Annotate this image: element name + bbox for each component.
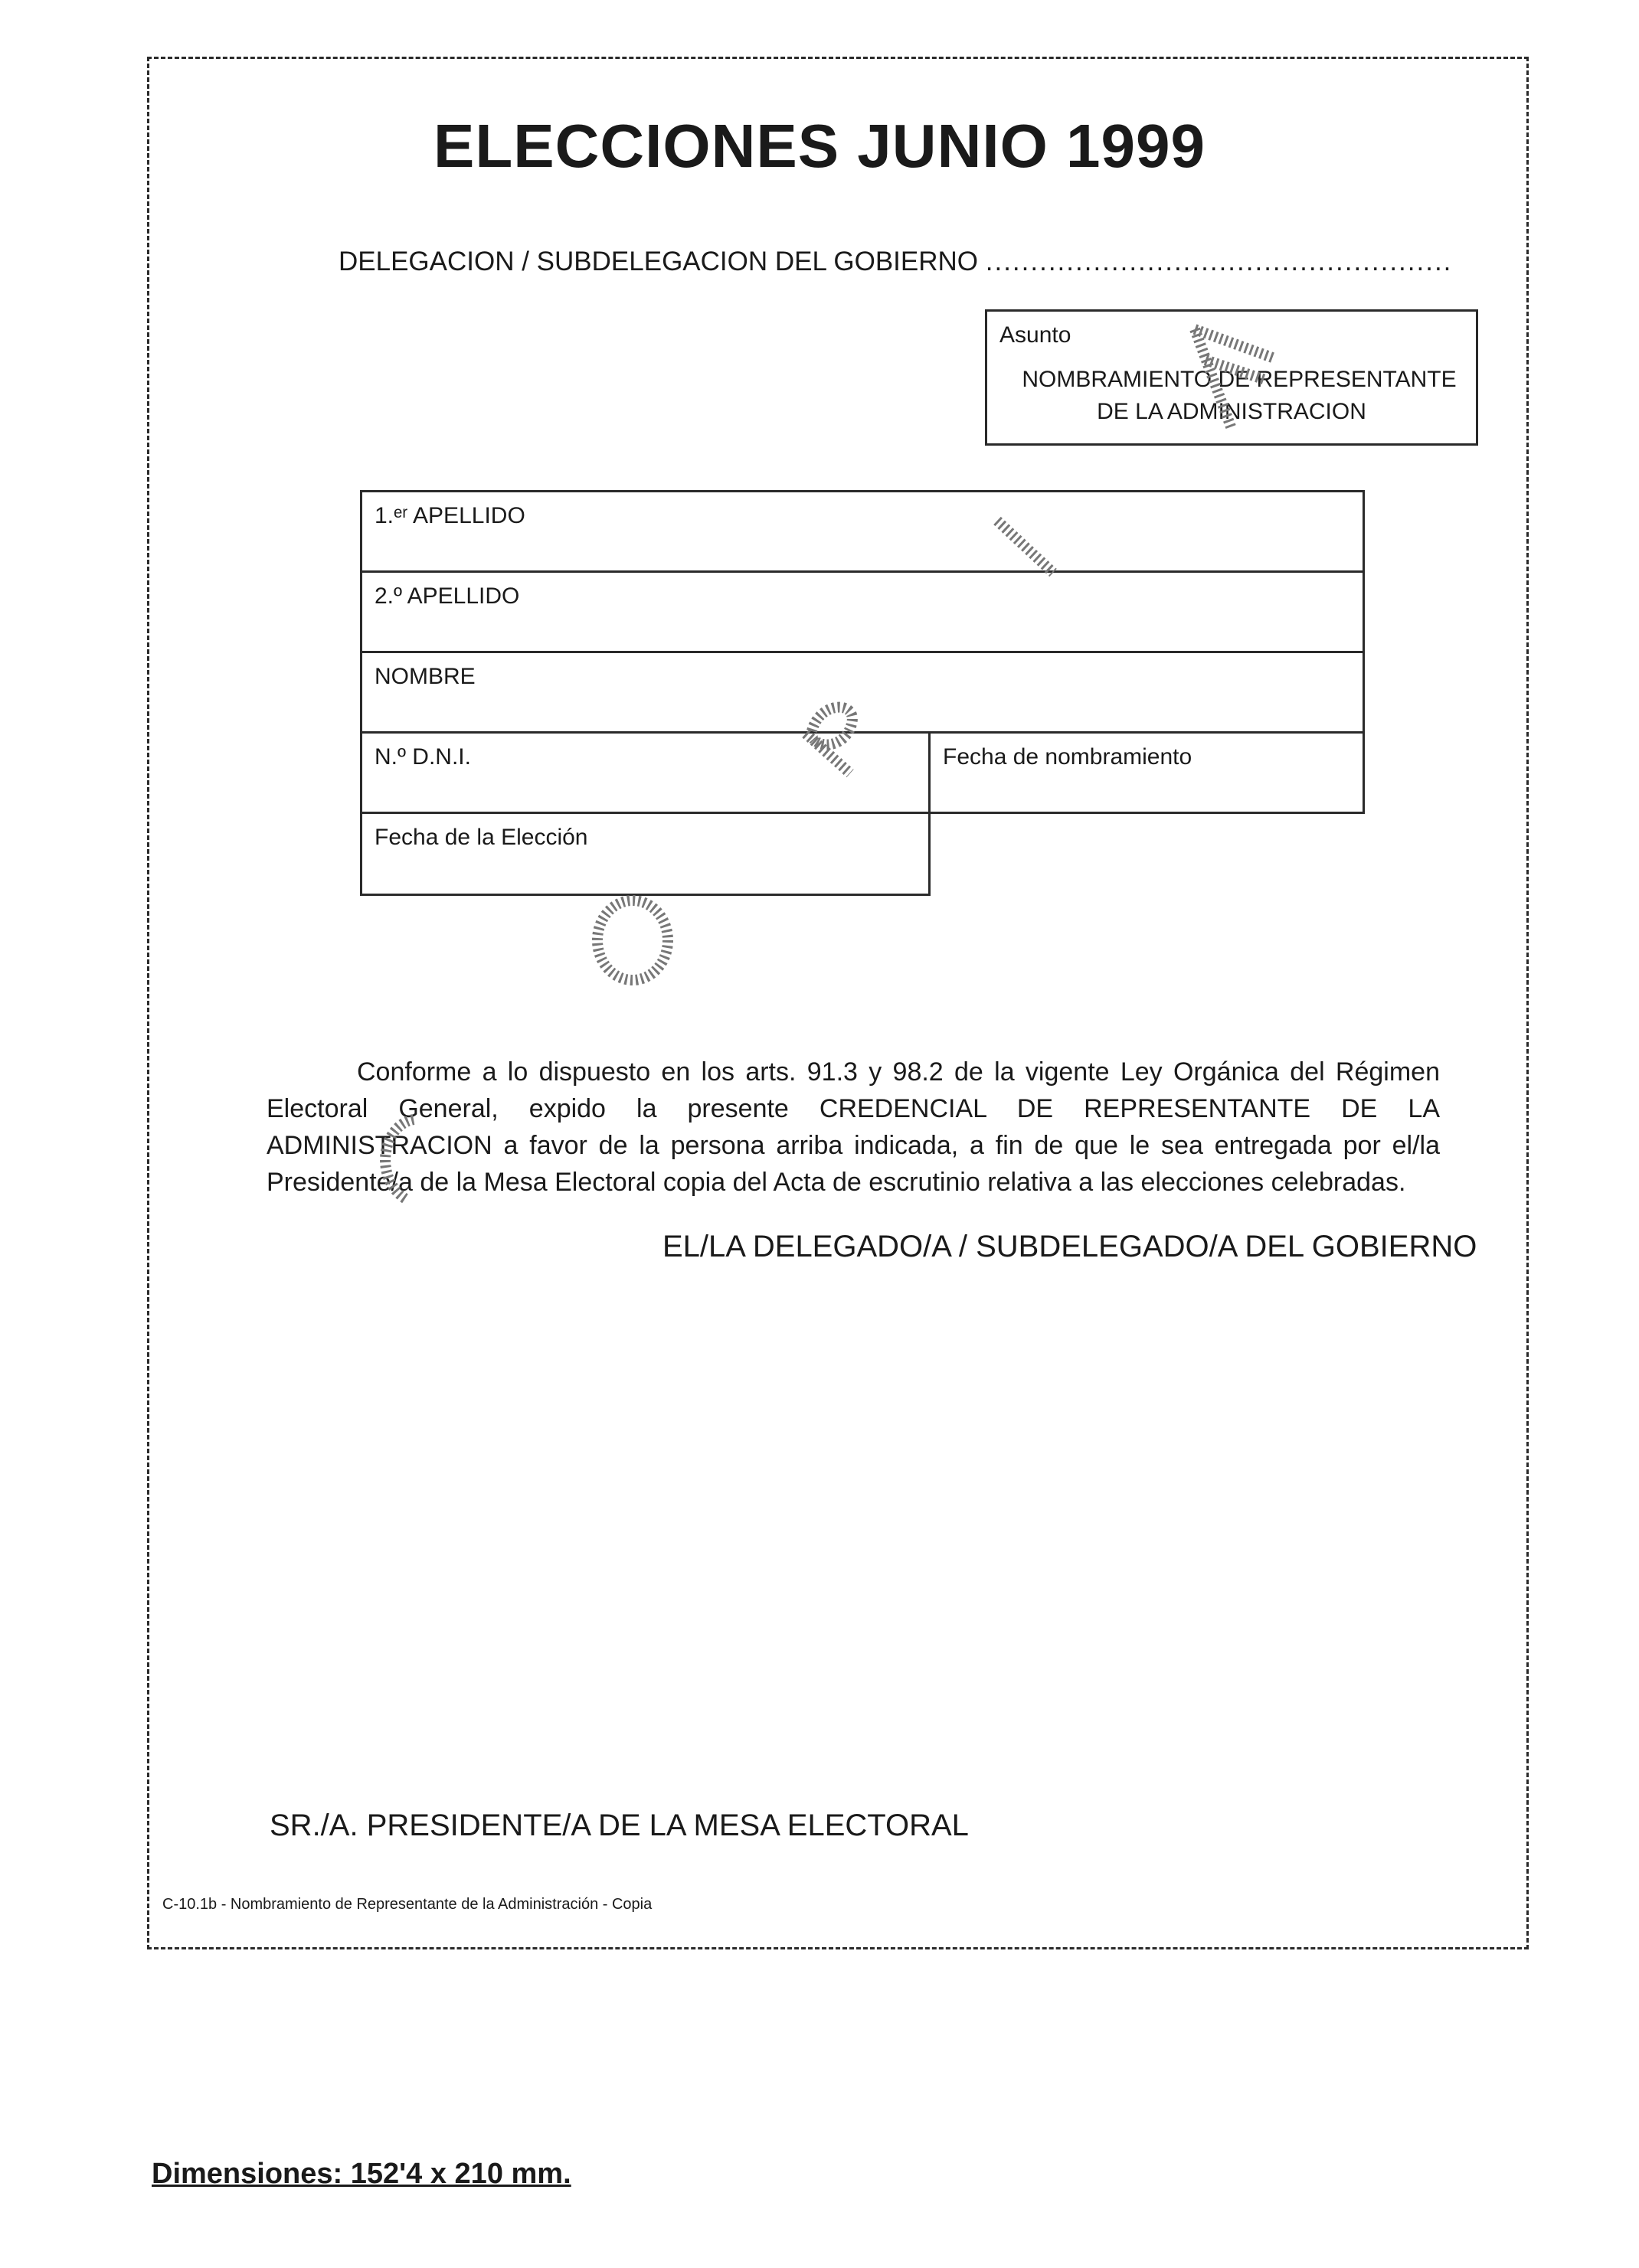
asunto-line-2: DE LA ADMINISTRACION	[1097, 399, 1366, 424]
stamp-letter-i	[997, 521, 1053, 573]
signature-title: EL/LA DELEGADO/A / SUBDELEGADO/A DEL GOBIERNO	[662, 1230, 1477, 1263]
fecha-eleccion-label: Fecha de la Elección	[375, 825, 588, 850]
nombre-label: NOMBRE	[375, 664, 476, 689]
stamp-letter-o	[597, 900, 668, 980]
asunto-label: Asunto	[999, 322, 1071, 348]
dimensions-note: Dimensiones: 152'4 x 210 mm.	[152, 2158, 571, 2190]
fecha-nombramiento-label: Fecha de nombramiento	[943, 744, 1192, 770]
dni-label: N.º D.N.I.	[375, 744, 471, 770]
delegacion-label: DELEGACION / SUBDELEGACION DEL GOBIERNO	[339, 247, 979, 276]
stamp-letter-a	[1195, 329, 1274, 429]
apellido1-label: 1.ᵉʳ APELLIDO	[375, 503, 525, 528]
stamp-letter-c	[385, 1119, 414, 1199]
page-title: ELECCIONES JUNIO 1999	[433, 112, 1206, 180]
stamp-letter-p	[806, 708, 852, 773]
footer-code: C-10.1b - Nombramiento de Representante de la Administración - Copia	[162, 1896, 653, 1913]
delegacion-fill-dots[interactable]: ....................................................	[985, 247, 1453, 276]
recipient-line: SR./A. PRESIDENTE/A DE LA MESA ELECTORAL	[270, 1809, 969, 1842]
apellido2-label: 2.º APELLIDO	[375, 583, 520, 609]
body-paragraph: Conforme a lo dispuesto en los arts. 91.3 y 98.2 de la vigente Ley Orgánica del Régimen Electoral General, expido la presente CREDENCIAL DE REPRESENTANTE DE LA ADMINISTRACION a favor de la persona arriba indicada, a fin de que le sea entregada por el/la Presidente/a de la Mesa Electoral copia del Acta de escrutinio relativa a las elecciones celebradas.	[267, 1057, 1440, 1197]
asunto-line-1: NOMBRAMIENTO DE REPRESENTANTE	[1022, 367, 1457, 392]
